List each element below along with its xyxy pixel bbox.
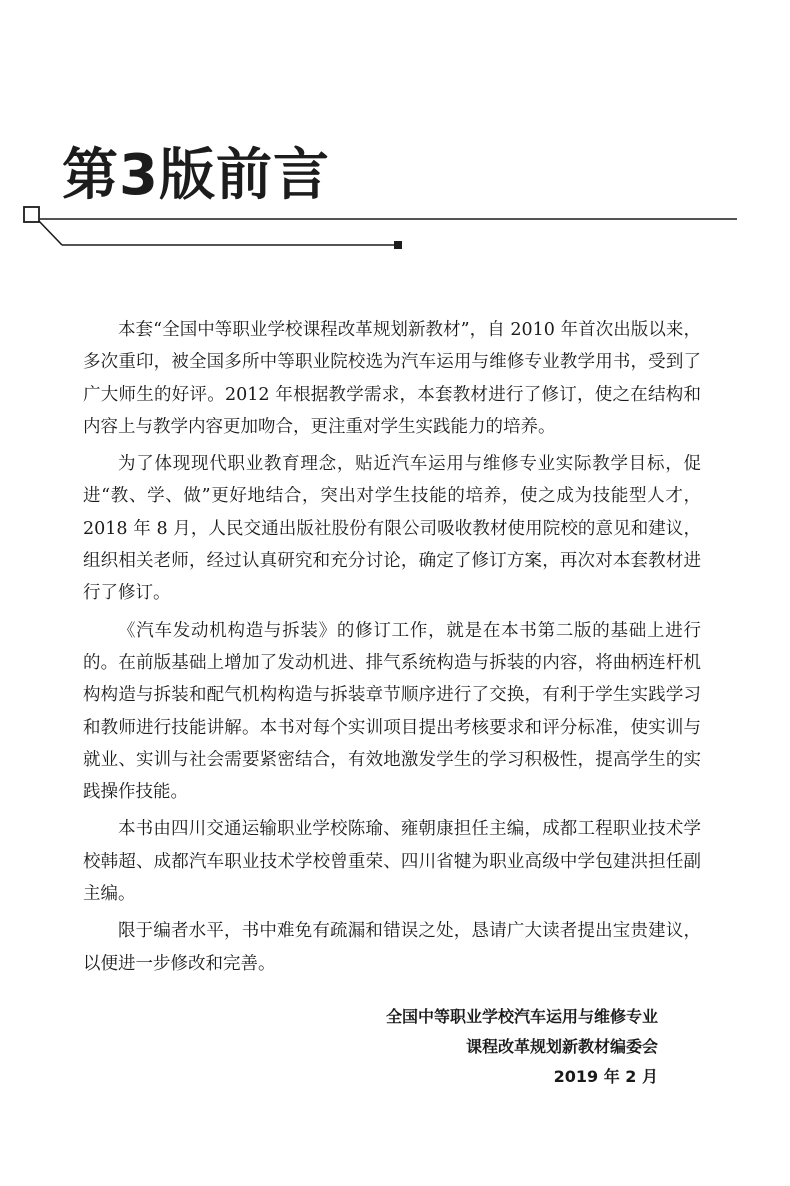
paragraph-3: 《汽车发动机构造与拆装》的修订工作，就是在本书第二版的基础上进行的。在前版基础上增加了发动机进、排气系统构造与拆装的内容，将曲柄连杆机构构造与拆装和配气机构构造与拆装章节顺序进行了交换，有利于学生实践学习和教师进行技能讲解。本书对每个实训项目提出考核要求和评分标准，使实训与就业、实训与社会需要紧密结合，有效地激发学生的学习积极性，提高学生的实践操作技能。 (83, 620, 701, 803)
signature-date: 2019 年 2 月 (553, 1067, 658, 1086)
title-filled-square (394, 241, 402, 249)
signature-org-line2: 课程改革规划新教材编委会 (465, 1037, 658, 1056)
signature-block (386, 1002, 658, 1092)
paragraph-4: 本书由四川交通运输职业学校陈瑜、雍朝康担任主编，成都工程职业技术学校韩超、成都汽车职业技术学校曾重荣、四川省犍为职业高级中学包建洪担任副主编。 (83, 819, 701, 905)
signature-org-line1: 全国中等职业学校汽车运用与维修专业 (385, 1007, 658, 1026)
preface-body (83, 314, 701, 985)
title-hollow-square (24, 207, 39, 222)
paragraph-2: 为了体现现代职业教育理念，贴近汽车运用与维修专业实际教学目标，促进“教、学、做”更好地结合，突出对学生技能的培养，使之成为技能型人才，2018 年 8 月，人民交通出版社股份有限公司吸收教材使用院校的意见和建议，组织相关老师，经过认真研究和充分讨论，确定了修订方案，再次对本套教材进行了修订。 (83, 454, 701, 604)
title-rule-diagonal (37, 219, 62, 245)
page-title: 第3版前言 (62, 143, 330, 208)
paragraph-1: 本套“全国中等职业学校课程改革规划新教材”，自 2010 年首次出版以来，多次重印，被全国多所中等职业院校选为汽车运用与维修专业教学用书，受到了广大师生的好评。2012 年根据教学需求，本套教材进行了修订，使之在结构和内容上与教学内容更加吻合，更注重对学生实践能力的培养。 (83, 320, 701, 437)
paragraph-5: 限于编者水平，书中难免有疏漏和错误之处，恳请广大读者提出宝贵建议，以便进一步修改和完善。 (83, 921, 701, 974)
